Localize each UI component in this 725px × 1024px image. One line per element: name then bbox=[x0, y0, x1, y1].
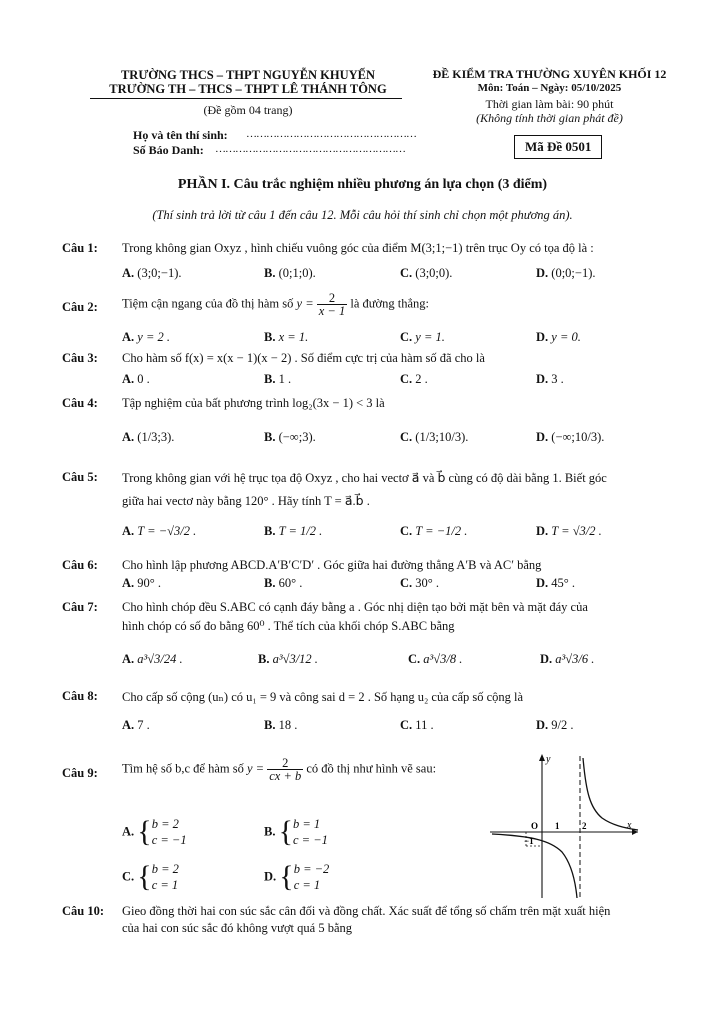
option-letter: D. bbox=[536, 576, 549, 590]
option-d[interactable]: y = 0. bbox=[551, 330, 581, 344]
function-y: y = bbox=[296, 296, 314, 311]
option-d[interactable]: 9/2 . bbox=[551, 718, 574, 732]
exam-title: ĐỀ KIỂM TRA THƯỜNG XUYÊN KHỐI 12 bbox=[432, 67, 667, 81]
option-b[interactable]: 18 . bbox=[278, 718, 298, 732]
option-d[interactable]: T = √3/2 . bbox=[551, 524, 602, 538]
option-letter: D. bbox=[536, 372, 549, 386]
option-d[interactable]: (0;0;−1). bbox=[551, 266, 596, 280]
origin-label: O bbox=[531, 821, 539, 831]
option-letter: D. bbox=[264, 869, 277, 884]
option-letter: C. bbox=[400, 372, 413, 386]
option-letter: D. bbox=[536, 524, 549, 538]
system-line: c = 1 bbox=[151, 878, 179, 892]
option-b[interactable]: x = 1. bbox=[278, 330, 309, 344]
question-label: Câu 4: bbox=[62, 396, 98, 410]
system-line: b = −2 bbox=[293, 862, 330, 876]
question-text: Tập nghiệm của bất phương trình log₂(3x − 1) < 3 là bbox=[122, 396, 385, 410]
name-dots: …………………………………………… bbox=[246, 128, 416, 140]
option-letter: C. bbox=[400, 266, 413, 280]
option-a[interactable]: 7 . bbox=[137, 718, 150, 732]
option-letter: A. bbox=[122, 718, 135, 732]
option-c[interactable]: (1/3;10/3). bbox=[415, 430, 469, 444]
option-letter: B. bbox=[264, 430, 276, 444]
system-line: b = 2 bbox=[151, 817, 179, 831]
system-line: b = 1 bbox=[293, 817, 321, 831]
name-label: Họ và tên thí sinh: bbox=[133, 128, 228, 142]
option-letter: D. bbox=[536, 718, 549, 732]
option-letter: B. bbox=[258, 652, 270, 666]
option-b[interactable]: T = 1/2 . bbox=[278, 524, 323, 538]
question-label: Câu 7: bbox=[62, 600, 98, 614]
graph-left-branch bbox=[492, 834, 577, 898]
system-line: b = 2 bbox=[151, 862, 179, 876]
option-letter: A. bbox=[122, 576, 135, 590]
option-d[interactable]: a³√3/6 . bbox=[555, 652, 595, 666]
option-letter: D. bbox=[536, 266, 549, 280]
system-line: c = −1 bbox=[151, 833, 187, 847]
option-a[interactable]: 90° . bbox=[137, 576, 162, 590]
denominator: x − 1 bbox=[318, 304, 346, 318]
option-letter: C. bbox=[122, 869, 135, 884]
function-y: y = bbox=[246, 761, 265, 776]
question-text-b: có đồ thị như hình vẽ sau: bbox=[306, 761, 437, 776]
question-text bbox=[122, 292, 429, 317]
part-title: PHẦN I. Câu trắc nghiệm nhiều phương án lựa chọn (3 điểm) bbox=[177, 177, 548, 192]
question-label: Câu 5: bbox=[62, 470, 98, 484]
option-letter: D. bbox=[536, 430, 549, 444]
option-c[interactable]: (3;0;0). bbox=[415, 266, 453, 280]
option-a[interactable]: y = 2 . bbox=[137, 330, 171, 344]
school-name-1: TRƯỜNG THCS – THPT NGUYỄN KHUYẾN bbox=[120, 68, 376, 82]
function-graph bbox=[490, 752, 640, 898]
question-label: Câu 6: bbox=[62, 558, 98, 572]
option-a[interactable]: T = −√3/2 . bbox=[137, 524, 197, 538]
tick-1: 1 bbox=[555, 821, 560, 831]
option-d[interactable]: 3 . bbox=[551, 372, 564, 386]
option-letter: A. bbox=[122, 330, 135, 344]
question-text-line-1: Gieo đồng thời hai con súc sắc cân đối và đồng chất. Xác suất để tổng số chấm trên mặt xuất hiện bbox=[122, 904, 611, 918]
question-label: Câu 9: bbox=[62, 766, 98, 780]
sbd-label: Số Báo Danh: bbox=[133, 143, 204, 157]
question-text-line-1: Cho hình chóp đều S.ABC có cạnh đáy bằng a . Góc nhị diện tạo bởi mặt bên và mặt đáy của bbox=[122, 600, 588, 614]
denominator: cx + b bbox=[269, 769, 302, 783]
option-letter: A. bbox=[122, 652, 135, 666]
option-b[interactable]: (−∞;3). bbox=[278, 430, 316, 444]
option-a[interactable]: a³√3/24 . bbox=[137, 652, 183, 666]
option-b[interactable]: B. {b = 1 c = −1 bbox=[264, 815, 328, 848]
question-text: Cho hàm số f(x) = x(x − 1)(x − 2) . Số điểm cực trị của hàm số đã cho là bbox=[122, 351, 485, 365]
question-text-a: Tiệm cận ngang của đồ thị hàm số bbox=[122, 296, 294, 311]
option-c[interactable]: C. {b = 2 c = 1 bbox=[122, 860, 179, 893]
option-c[interactable]: 11 . bbox=[415, 718, 434, 732]
option-letter: C. bbox=[400, 524, 413, 538]
option-letter: B. bbox=[264, 576, 276, 590]
y-label: y bbox=[546, 754, 551, 765]
option-letter: C. bbox=[400, 330, 413, 344]
system-line: c = −1 bbox=[293, 833, 328, 847]
option-b[interactable]: a³√3/12 . bbox=[272, 652, 318, 666]
numerator: 2 bbox=[317, 292, 347, 305]
option-d[interactable]: (−∞;10/3). bbox=[551, 430, 605, 444]
option-letter: C. bbox=[400, 576, 413, 590]
option-letter: D. bbox=[536, 330, 549, 344]
question-text-b: là đường thẳng: bbox=[350, 296, 430, 311]
option-letter: B. bbox=[264, 718, 276, 732]
option-letter: B. bbox=[264, 372, 276, 386]
question-text: Cho cấp số cộng (uₙ) có u₁ = 9 và công sai d = 2 . Số hạng u₂ của cấp số cộng là bbox=[122, 690, 524, 704]
question-text: Cho hình lập phương ABCD.A′B′C′D′ . Góc giữa hai đường thẳng A′B và AC′ bằng bbox=[122, 558, 542, 572]
question-label: Câu 3: bbox=[62, 351, 98, 365]
question-label: Câu 8: bbox=[62, 689, 98, 703]
option-letter: C. bbox=[408, 652, 421, 666]
option-c[interactable]: 2 . bbox=[415, 372, 428, 386]
option-a[interactable]: (3;0;−1). bbox=[137, 266, 182, 280]
x-label: x bbox=[627, 820, 632, 831]
option-b[interactable]: 60° . bbox=[278, 576, 303, 590]
option-letter: A. bbox=[122, 266, 135, 280]
option-a[interactable]: 0 . bbox=[137, 372, 150, 386]
option-b[interactable]: 1 . bbox=[278, 372, 292, 386]
option-letter: A. bbox=[122, 524, 135, 538]
option-letter: A. bbox=[122, 430, 135, 444]
option-letter: D. bbox=[540, 652, 553, 666]
question-text-line-1: Trong không gian với hệ trục tọa độ Oxyz , cho hai vectơ a⃗ và b⃗ cùng có độ dài bằng 1. Biết góc bbox=[122, 471, 607, 485]
question-text-line-2: của hai con súc sắc đó không vượt quá 5 bằng bbox=[122, 921, 352, 935]
question-label: Câu 10: bbox=[62, 904, 105, 918]
option-c[interactable]: T = −1/2 . bbox=[415, 524, 468, 538]
exam-time: Thời gian làm bài: 90 phút bbox=[485, 97, 614, 111]
question-text-line-2: hình chóp có số đo bằng 60⁰ . Thể tích của khối chóp S.ABC bằng bbox=[122, 619, 455, 633]
option-letter: B. bbox=[264, 266, 276, 280]
exam-code-box: Mã Đề 0501 bbox=[514, 135, 602, 159]
question-label: Câu 2: bbox=[62, 300, 98, 314]
tick-2: 2 bbox=[582, 821, 587, 831]
numerator: 2 bbox=[267, 757, 303, 770]
question-text bbox=[122, 757, 436, 782]
page-count: (Đề gồm 04 trang) bbox=[203, 103, 293, 117]
school-name-2: TRƯỜNG TH – THCS – THPT LÊ THÁNH TÔNG bbox=[109, 82, 387, 96]
part-instruction: (Thí sinh trả lời từ câu 1 đến câu 12. Mỗi câu hỏi thí sinh chỉ chọn một phương án). bbox=[152, 208, 573, 222]
question-text-a: Tìm hệ số b,c để hàm số bbox=[122, 761, 244, 776]
option-letter: B. bbox=[264, 824, 276, 839]
option-letter: A. bbox=[122, 372, 135, 386]
question-text: Trong không gian Oxyz , hình chiếu vuông góc của điểm M(3;1;−1) trên trục Oy có tọa độ là : bbox=[122, 241, 594, 255]
system-line: c = 1 bbox=[293, 878, 321, 892]
sbd-dots: ………………………………………………… bbox=[215, 143, 405, 155]
option-a[interactable]: A. {b = 2 c = −1 bbox=[122, 815, 187, 848]
option-letter: B. bbox=[264, 524, 276, 538]
option-letter: A. bbox=[122, 824, 135, 839]
option-c[interactable]: y = 1. bbox=[415, 330, 445, 344]
option-b[interactable]: (0;1;0). bbox=[278, 266, 316, 280]
option-d[interactable]: 45° . bbox=[551, 576, 576, 590]
option-c[interactable]: a³√3/8 . bbox=[423, 652, 463, 666]
fraction bbox=[317, 292, 347, 317]
option-letter: B. bbox=[264, 330, 276, 344]
exam-subject: Môn: Toán – Ngày: 05/10/2025 bbox=[477, 82, 622, 94]
header-underline bbox=[90, 98, 402, 99]
question-text-line-2: giữa hai vectơ này bằng 120° . Hãy tính T = a⃗.b⃗ . bbox=[122, 494, 370, 508]
y-axis-arrow bbox=[539, 754, 545, 761]
option-d[interactable]: D. {b = −2 c = 1 bbox=[264, 860, 330, 893]
option-letter: C. bbox=[400, 718, 413, 732]
option-letter: C. bbox=[400, 430, 413, 444]
option-a[interactable]: (1/3;3). bbox=[137, 430, 175, 444]
question-label: Câu 1: bbox=[62, 241, 98, 255]
option-c[interactable]: 30° . bbox=[415, 576, 440, 590]
exam-time-note: (Không tính thời gian phát đề) bbox=[476, 111, 623, 125]
fraction bbox=[267, 757, 303, 782]
tick-neg-1: −1 bbox=[524, 836, 534, 846]
